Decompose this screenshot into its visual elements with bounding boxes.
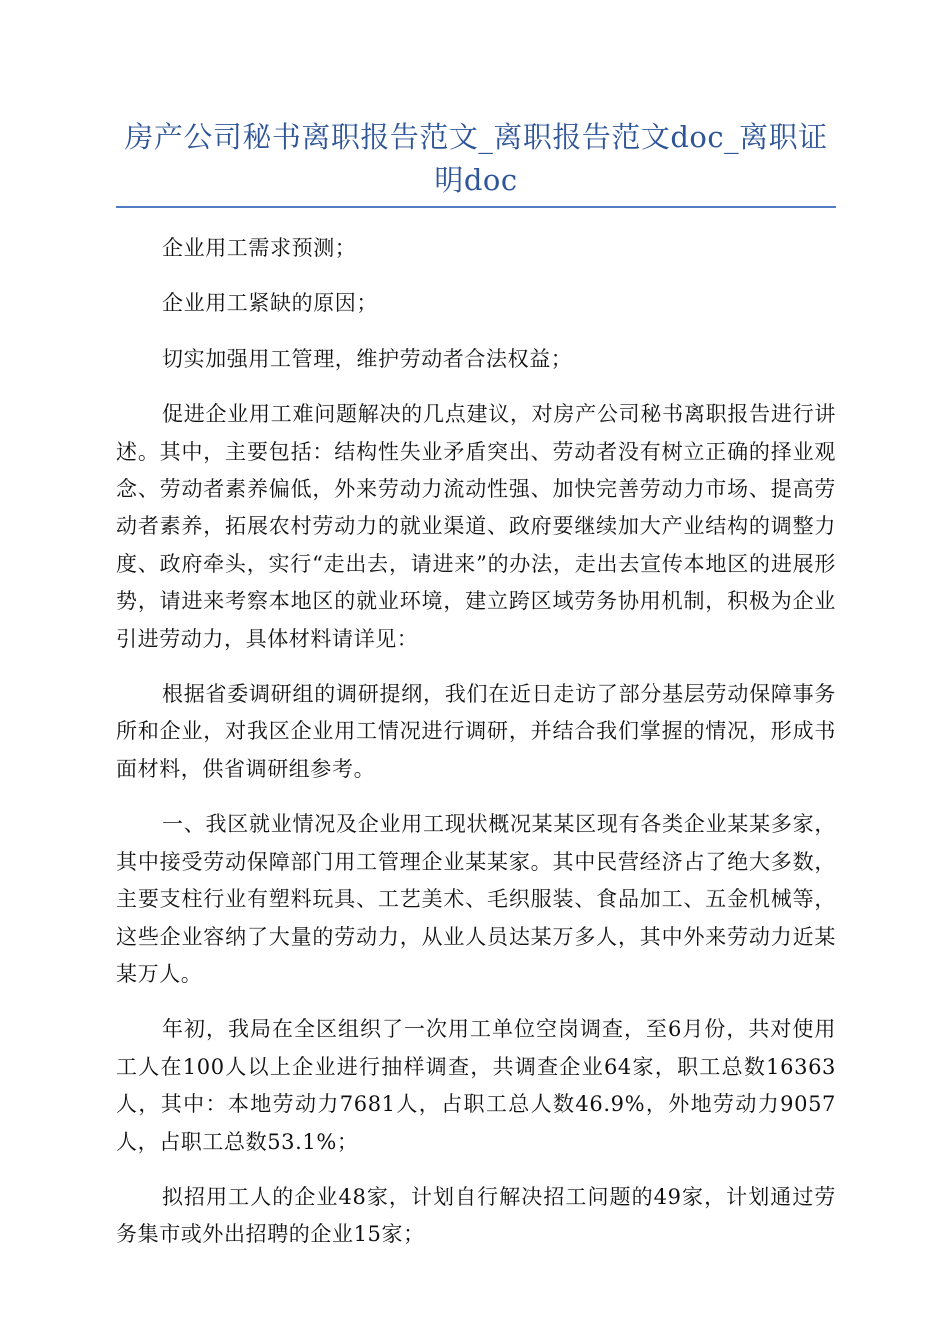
paragraph: 企业用工紧缺的原因；	[162, 291, 378, 316]
paragraph: 根据省委调研组的调研提纲，我们在近日走访了部分基层劳动保障事务所和企业，对我区企业用工情况进行调研，并结合我们掌握的情况，形成书面材料，供省调研组参考。	[116, 682, 836, 781]
paragraph: 一、我区就业情况及企业用工现状概况某某区现有各类企业某某多家，其中接受劳动保障部门用工管理企业某某家。其中民营经济占了绝大多数，主要支柱行业有塑料玩具、工艺美术、毛织服装、食品加工、五金机械等，这些企业容纳了大量的劳动力，从业人员达某万多人，其中外来劳动力近某某万人。	[116, 812, 836, 986]
paragraph: 年初，我局在全区组织了一次用工单位空岗调查，至6月份，共对使用工人在100人以上企业进行抽样调查，共调查企业64家，职工总数16363人，其中：本地劳动力7681人，占职工总人数46.9%，外地劳动力9057人，占职工总数53.1%；	[116, 1017, 836, 1154]
document-page	[116, 0, 836, 1272]
title-underline	[116, 206, 836, 208]
document-title: 房产公司秘书离职报告范文_离职报告范文doc_离职证明doc	[124, 120, 828, 197]
paragraph: 切实加强用工管理，维护劳动者合法权益；	[162, 346, 573, 371]
paragraph: 企业用工需求预测；	[162, 236, 357, 260]
paragraph: 促进企业用工难问题解决的几点建议，对房产公司秘书离职报告进行讲述。其中，主要包括：结构性失业矛盾突出、劳动者没有树立正确的择业观念、劳动者素养偏低，外来劳动力流动性强、加快完善劳动力市场、提高劳动者素养，拓展农村劳动力的就业渠道、政府要继续加大产业结构的调整力度、政府牵头，实行“走出去，请进来”的办法，走出去宣传本地区的进展形势，请进来考察本地区的就业环境，建立跨区域劳务协用机制，积极为企业引进劳动力，具体材料请详见：	[116, 402, 836, 651]
paragraph: 拟招用工人的企业48家，计划自行解决招工问题的49家，计划通过劳务集市或外出招聘的企业15家；	[116, 1184, 836, 1247]
document-body	[116, 230, 836, 1254]
